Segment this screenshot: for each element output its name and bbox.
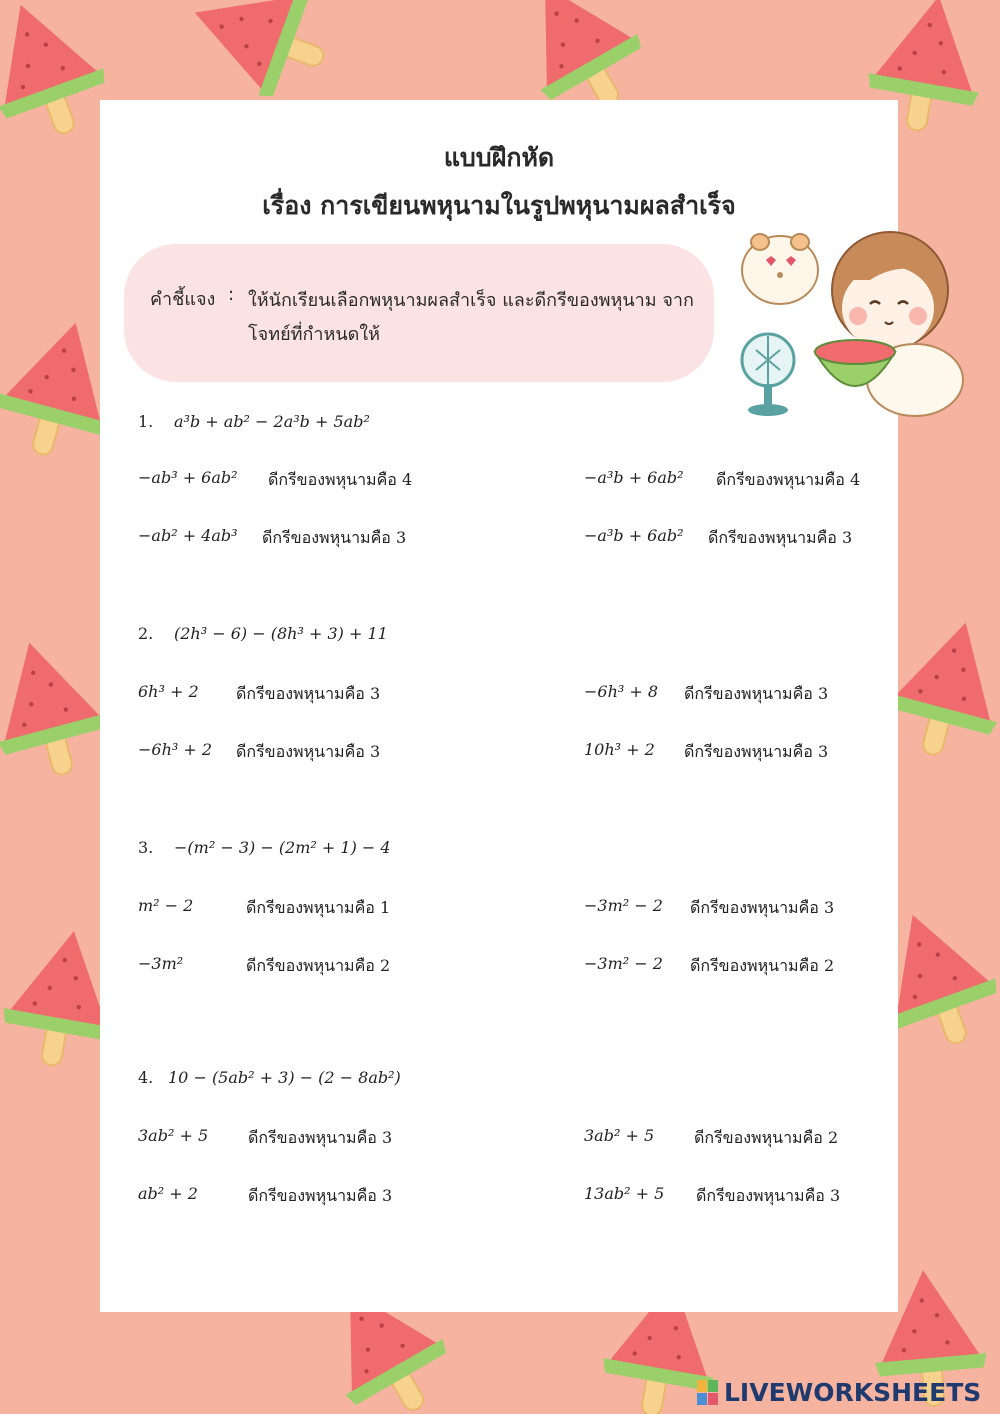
option-degree: ดีกรีของพหุนามคือ 3 bbox=[684, 684, 829, 703]
question-problem: −(m² − 3) − (2m² + 1) − 4 bbox=[174, 838, 391, 857]
option-degree: ดีกรีของพหุนามคือ 3 bbox=[248, 1186, 393, 1205]
option-expression: −a³b + 6ab² bbox=[584, 526, 684, 545]
instruction-text: ให้นักเรียนเลือกพหุนามผลสำเร็จ และดีกรีของพหุนาม จากโจทย์ที่กำหนดให้ bbox=[248, 290, 694, 345]
girl-watermelon-illustration bbox=[730, 220, 1000, 420]
option-expression: −3m² − 2 bbox=[584, 896, 663, 915]
option-expression: −a³b + 6ab² bbox=[584, 468, 684, 487]
option-expression: −ab³ + 6ab² bbox=[138, 468, 238, 487]
option-degree: ดีกรีของพหุนามคือ 1 bbox=[246, 898, 391, 917]
question-problem: 10 − (5ab² + 3) − (2 − 8ab²) bbox=[168, 1068, 401, 1087]
option-expression: ab² + 2 bbox=[138, 1184, 198, 1203]
liveworksheets-logo-icon bbox=[697, 1380, 719, 1406]
option-degree: ดีกรีของพหุนามคือ 3 bbox=[708, 528, 853, 547]
option-degree: ดีกรีของพหุนามคือ 3 bbox=[262, 528, 407, 547]
option-degree: ดีกรีของพหุนามคือ 3 bbox=[236, 742, 381, 761]
question-number: 3. bbox=[138, 838, 154, 857]
option-expression: 6h³ + 2 bbox=[138, 682, 199, 701]
option-expression: −6h³ + 8 bbox=[584, 682, 659, 701]
question-number: 2. bbox=[138, 624, 154, 643]
question-problem: (2h³ − 6) − (8h³ + 3) + 11 bbox=[174, 624, 388, 643]
option-expression: 3ab² + 5 bbox=[584, 1126, 655, 1145]
option-degree: ดีกรีของพหุนามคือ 3 bbox=[248, 1128, 393, 1147]
question-problem: a³b + ab² − 2a³b + 5ab² bbox=[174, 412, 370, 431]
option-degree: ดีกรีของพหุนามคือ 4 bbox=[268, 470, 413, 489]
brand-watermark: LIVEWORKSHEETS bbox=[724, 1378, 982, 1407]
option-expression: 13ab² + 5 bbox=[584, 1184, 665, 1203]
option-expression: m² − 2 bbox=[138, 896, 194, 915]
option-degree: ดีกรีของพหุนามคือ 3 bbox=[684, 742, 829, 761]
option-expression: −ab² + 4ab³ bbox=[138, 526, 238, 545]
page-subtitle: เรื่อง การเขียนพหุนามในรูปพหุนามผลสำเร็จ bbox=[262, 191, 736, 220]
option-degree: ดีกรีของพหุนามคือ 3 bbox=[236, 684, 381, 703]
instruction-colon: : bbox=[228, 284, 235, 305]
option-degree: ดีกรีของพหุนามคือ 2 bbox=[690, 956, 835, 975]
option-degree: ดีกรีของพหุนามคือ 2 bbox=[694, 1128, 839, 1147]
option-degree: ดีกรีของพหุนามคือ 3 bbox=[690, 898, 835, 917]
option-degree: ดีกรีของพหุนามคือ 2 bbox=[246, 956, 391, 975]
option-expression: −3m² bbox=[138, 954, 184, 973]
option-expression: 10h³ + 2 bbox=[584, 740, 655, 759]
option-degree: ดีกรีของพหุนามคือ 4 bbox=[716, 470, 861, 489]
page-title: แบบฝึกหัด bbox=[443, 143, 555, 172]
option-degree: ดีกรีของพหุนามคือ 3 bbox=[696, 1186, 841, 1205]
question-number: 1. bbox=[138, 412, 154, 431]
option-expression: 3ab² + 5 bbox=[138, 1126, 209, 1145]
instruction-box bbox=[124, 244, 714, 382]
option-expression: −6h³ + 2 bbox=[138, 740, 213, 759]
option-expression: −3m² − 2 bbox=[584, 954, 663, 973]
instruction-label: คำชี้แจง bbox=[150, 289, 216, 310]
question-number: 4. bbox=[138, 1068, 154, 1087]
